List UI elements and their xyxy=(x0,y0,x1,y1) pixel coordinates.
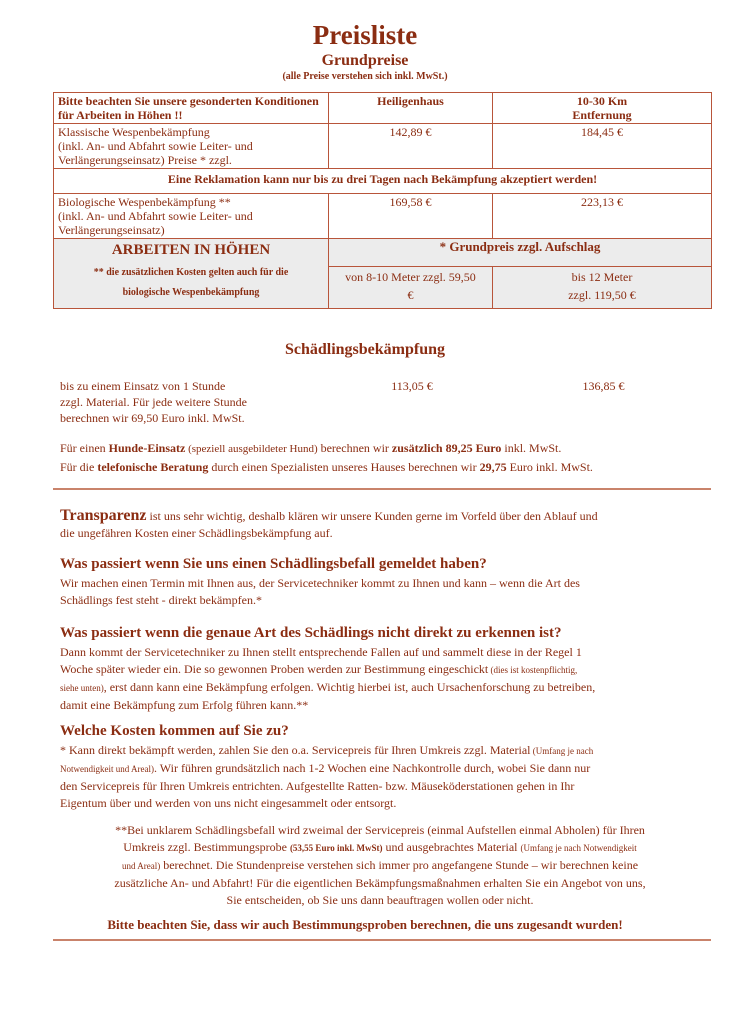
footer-notice: Bitte beachten Sie, dass wir auch Bestimmungsproben berechnen, die uns zugesandt wurden! xyxy=(107,917,623,932)
row-label: Klassische Wespenbekämpfung (inkl. An- und Abfahrt sowie Leiter- und Verlängerungseinsatz) Preise * zzgl. xyxy=(54,124,329,169)
page-title: Preisliste xyxy=(312,20,418,50)
hoehen-cell xyxy=(54,239,329,309)
reklamation-row xyxy=(54,169,712,194)
hoehen-row xyxy=(54,239,712,267)
header-distance: 10-30 Km Entfernung xyxy=(493,93,712,124)
row-label: Biologische Wespenbekämpfung ** (inkl. An- und Abfahrt sowie Leiter- und Verlängerungseinsatz) xyxy=(54,194,329,239)
page-subtitle: Grundpreise xyxy=(321,52,409,69)
row-price-local: 142,89 € xyxy=(329,124,493,169)
section-title-schaedling: Schädlingsbekämpfung xyxy=(284,341,446,358)
table-header-row xyxy=(54,93,712,124)
transparenz-paragraph: Transparenz ist uns sehr wichtig, deshalb klären wir unsere Kunden gerne im Vorfeld über den Ablauf und die ungefähren Kosten einer Schädlingsbekämpfung auf. xyxy=(60,507,598,540)
header-heiligenhaus: Heiligenhaus xyxy=(329,93,493,124)
hunde-einsatz-line: Für einen Hunde-Einsatz (speziell ausgebildeter Hund) berechnen wir zusätzlich 89,25 Euro inkl. MwSt. xyxy=(60,441,562,455)
question-heading: Welche Kosten kommen auf Sie zu? xyxy=(60,723,289,739)
beratung-line: Für die telefonische Beratung durch einen Spezialisten unseres Hauses berechnen wir 29,75 Euro inkl. MwSt. xyxy=(60,460,593,474)
schaedling-description: bis zu einem Einsatz von 1 Stunde zzgl. Material. Für jede weitere Stunde berechnen wir 69,50 Euro inkl. MwSt. xyxy=(60,379,247,425)
option-8-10m: von 8-10 Meter zzgl. 59,50 € xyxy=(329,267,493,309)
table-row xyxy=(54,194,712,239)
row-price-local: 169,58 € xyxy=(329,194,493,239)
header-note-cell: Bitte beachten Sie unsere gesonderten Konditionen für Arbeiten in Höhen !! xyxy=(54,93,329,124)
divider xyxy=(53,488,711,490)
option-12m: bis 12 Meter zzgl. 119,50 € xyxy=(493,267,712,309)
row-price-distance: 223,13 € xyxy=(493,194,712,239)
unclear-infestation-note: **Bei unklarem Schädlingsbefall wird zweimal der Servicepreis (einmal Aufstellen einmal Abholen) für Ihren Umkreis zzgl. Bestimmungsprobe (53,55 Euro inkl. MwSt) und ausgebrachtes Material (Umfang je nach Notwendigkeit und Areal) berechnet. Die Stundenpreise verstehen sich immer pro angefangene Stunde – wir berechnen keine zusätzliche An- und Abfahrt! Für die eigentlichen Bekämpfungsmaßnahmen erhalten Sie ein Angebot von uns, Sie entscheiden, ob Sie uns dann beauftragen wollen oder nicht. xyxy=(114,823,646,907)
reklamation-notice: Eine Reklamation kann nur bis zu drei Tagen nach Bekämpfung akzeptiert werden! xyxy=(54,169,712,194)
answer-paragraph: * Kann direkt bekämpft werden, zahlen Sie den o.a. Servicepreis für Ihren Umkreis zzgl. Material (Umfang je nach Notwendigkeit und Areal). Wir führen grundsätzlich nach 1-2 Wochen eine Nachkontrolle durch, wobei Sie dann nur den Servicepreis für Ihren Umkreis entrichten. Aufgestellte Ratten- bzw. Mäuseköderstationen gehen in Ihr Eigentum über und werden von uns nicht eingesammelt oder entsorgt. xyxy=(60,743,594,810)
schaedling-price-local: 113,05 € xyxy=(391,379,433,393)
hoehen-note: ** die zusätzlichen Kosten gelten auch für die biologische Wespenbekämpfung xyxy=(93,267,289,298)
schaedling-price-distance: 136,85 € xyxy=(582,379,625,393)
table-row xyxy=(54,124,712,169)
aufschlag-heading: * Grundpreis zzgl. Aufschlag xyxy=(329,239,712,267)
row-price-distance: 184,45 € xyxy=(493,124,712,169)
answer-paragraph: Dann kommt der Servicetechniker zu Ihnen stellt entsprechende Fallen auf und sammelt diese in der Regel 1 Woche später wieder ein. Die so gewonnen Proben werden zur Bestimmung eingeschickt (dies ist kostenpflichtig, siehe unten), erst dann kann eine Bekämpfung erfolgen. Wichtig hierbei ist, auch Ursachenforschung zu betreiben, damit eine Bekämpfung zum Erfolg führen kann.** xyxy=(60,645,596,712)
price-table xyxy=(53,92,712,309)
hoehen-title: ARBEITEN IN HÖHEN xyxy=(111,242,271,258)
question-heading: Was passiert wenn die genaue Art des Schädlings nicht direkt zu erkennen ist? xyxy=(60,625,562,641)
divider xyxy=(53,939,711,941)
question-heading: Was passiert wenn Sie uns einen Schädlingsbefall gemeldet haben? xyxy=(60,556,487,572)
price-note: (alle Preise verstehen sich inkl. MwSt.) xyxy=(282,71,448,82)
answer-paragraph: Wir machen einen Termin mit Ihnen aus, der Servicetechniker kommt zu Ihnen und kann – wenn die Art des Schädlings fest steht - direkt bekämpfen.* xyxy=(60,576,580,607)
